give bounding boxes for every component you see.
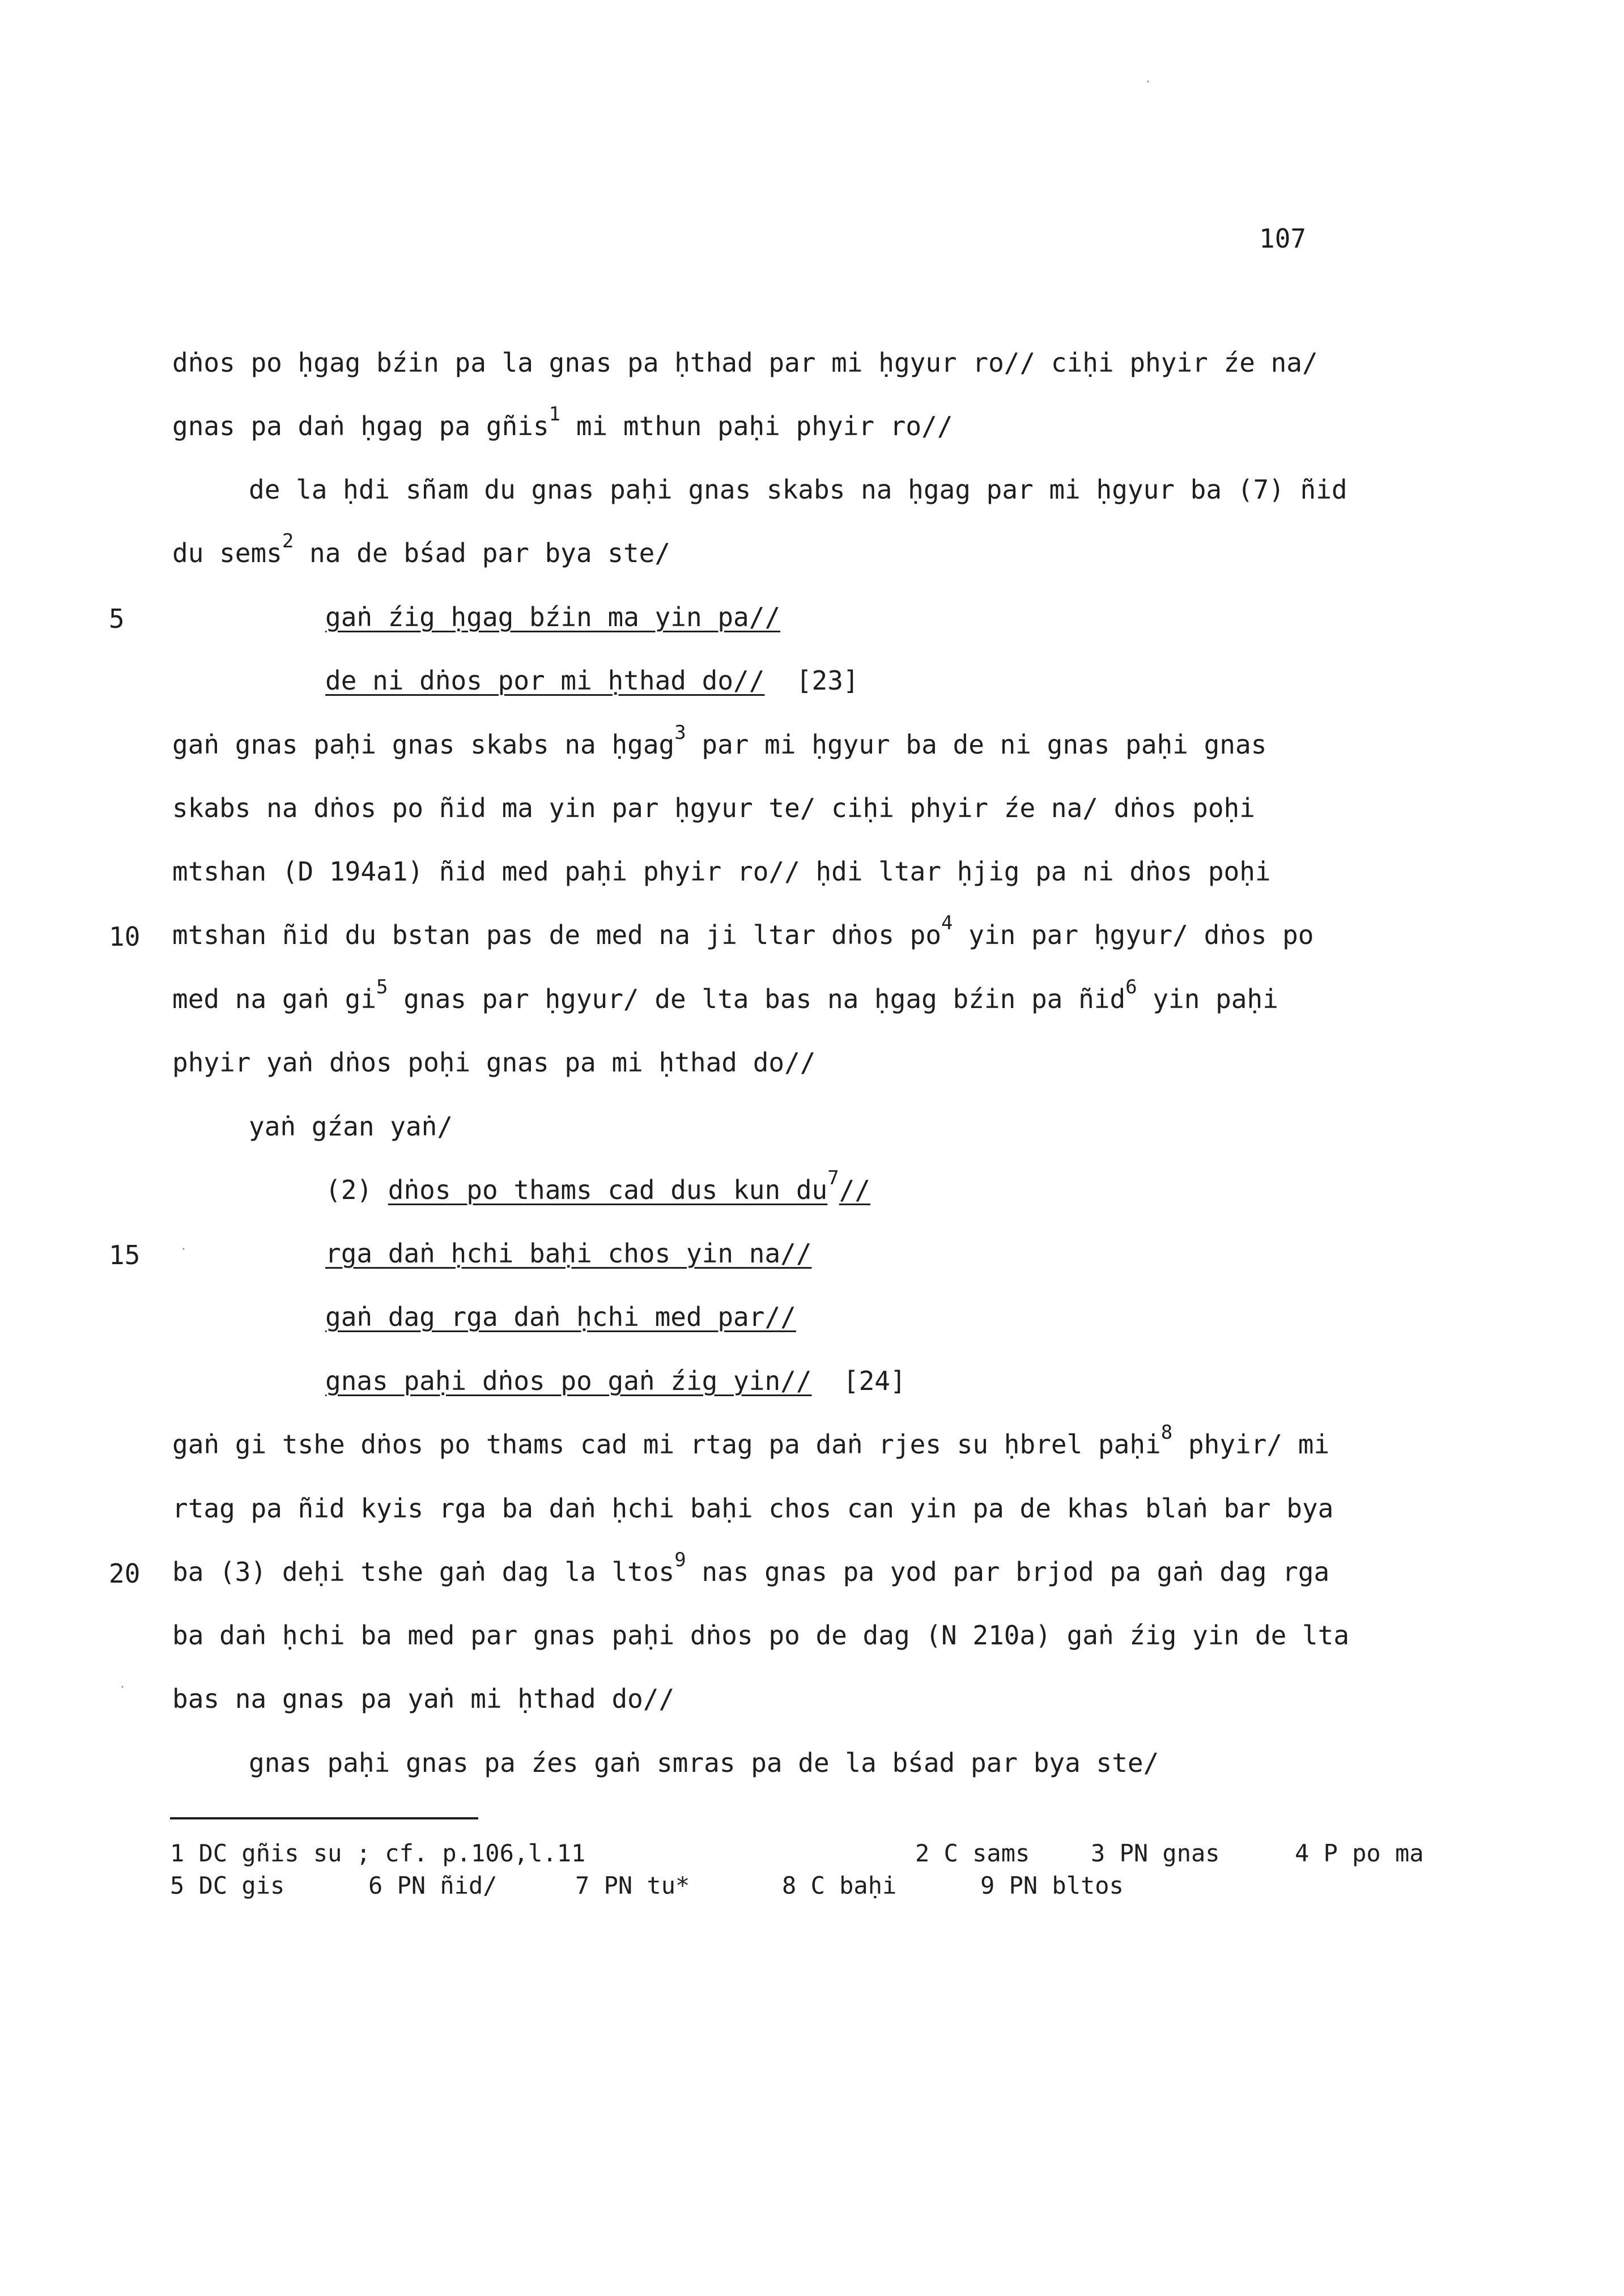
footnote-ref: 1 (549, 403, 561, 426)
line-number: 20 (109, 1558, 141, 1589)
line-number: 10 (109, 921, 141, 952)
footnote: 1 DC gñis su ; cf. p.106,l.11 (170, 1839, 586, 1867)
text-line (249, 474, 1347, 505)
footnote-ref: 5 (376, 976, 388, 998)
text-line (249, 1747, 1159, 1779)
text-line (172, 912, 1314, 951)
text-line (172, 1047, 815, 1078)
text-segment: gnas pa daṅ ḥgag pa gñis (172, 411, 549, 441)
text-segment: gaṅ gi tshe dṅos po thams cad mi rtag pa daṅ rjes su ḥbrel paḥi (172, 1429, 1161, 1460)
text-line (249, 1111, 453, 1142)
text-line (325, 1238, 812, 1269)
text-line (172, 792, 1255, 824)
footnote: 5 DC gis (170, 1872, 285, 1899)
line-number: 5 (109, 603, 125, 634)
text-segment: na de bśad par bya ste/ (294, 538, 671, 568)
verse-text: dṅos po thams cad dus kun du (388, 1175, 828, 1205)
text-segment: gnas par ḥgyur/ de lta bas na ḥgag bźin pa ñid (388, 984, 1126, 1014)
text-line (172, 347, 1318, 379)
text-segment: (2) (325, 1175, 388, 1205)
verse-text: gnas paḥi dṅos po gaṅ źig yin// (325, 1366, 812, 1396)
page-number: 107 (1259, 223, 1307, 254)
scan-speck: · (119, 1680, 126, 1694)
text-segment: [23] (764, 665, 859, 696)
verse-text: // (839, 1175, 871, 1205)
verse-text: de ni dṅos por mi ḥthad do// (325, 665, 765, 696)
text-line (172, 1493, 1333, 1524)
text-segment: phyir/ mi (1172, 1429, 1330, 1460)
text-line (325, 601, 780, 633)
text-segment: ba daṅ ḥchi ba med par gnas paḥi dṅos po de dag (N 210a) gaṅ źig yin de lta (172, 1620, 1350, 1651)
footnote: 4 P po ma (1295, 1839, 1424, 1867)
text-line (172, 1421, 1330, 1460)
text-segment: nas gnas pa yod par brjod pa gaṅ dag rga (686, 1557, 1330, 1587)
text-line (172, 856, 1271, 887)
text-segment: gaṅ gnas paḥi gnas skabs na ḥgag (172, 729, 675, 760)
text-segment: skabs na dṅos po ñid ma yin par ḥgyur te/ ciḥi phyir źe na/ dṅos poḥi (172, 793, 1255, 823)
text-segment: du sems (172, 538, 282, 568)
text-segment: yin par ḥgyur/ dṅos po (953, 920, 1314, 950)
text-line (325, 1365, 906, 1397)
footnote: 9 PN bltos (980, 1872, 1124, 1899)
text-line (172, 403, 953, 442)
scan-speck: · (1145, 75, 1152, 88)
text-line (172, 1619, 1349, 1651)
text-segment: yin paḥi (1137, 984, 1278, 1014)
text-line (325, 1301, 796, 1333)
text-line (325, 665, 859, 696)
text-segment: dṅos po ḥgag bźin pa la gnas pa ḥthad par mi ḥgyur ro// ciḥi phyir źe na/ (172, 347, 1318, 378)
text-line (172, 1683, 674, 1715)
scan-speck: · (180, 1242, 188, 1256)
verse-text: gaṅ źig ḥgag bźin ma yin pa// (325, 602, 781, 632)
text-segment: mtshan (D 194a1) ñid med paḥi phyir ro// ḥdi ltar ḥjig pa ni dṅos poḥi (172, 856, 1271, 887)
footnote-ref: 9 (674, 1549, 686, 1571)
text-line (172, 721, 1267, 760)
footnote-separator (170, 1817, 478, 1819)
text-segment: rtag pa ñid kyis rga ba daṅ ḥchi baḥi chos can yin pa de khas blaṅ bar bya (172, 1493, 1334, 1524)
footnote: 3 PN gnas (1091, 1839, 1220, 1867)
text-segment: yaṅ gźan yaṅ/ (249, 1111, 453, 1142)
footnote: 6 PN ñid/ (368, 1872, 498, 1899)
text-segment: ba (3) deḥi tshe gaṅ dag la ltos (172, 1557, 675, 1587)
text-segment: de la ḥdi sñam du gnas paḥi gnas skabs na ḥgag par mi ḥgyur ba (7) ñid (249, 474, 1347, 505)
verse-text: rga daṅ ḥchi baḥi chos yin na// (325, 1238, 812, 1269)
footnote: 7 PN tu* (575, 1872, 690, 1899)
text-line (172, 1549, 1330, 1588)
text-segment: gnas paḥi gnas pa źes gaṅ smras pa de la bśad par bya ste/ (249, 1747, 1159, 1778)
footnote-ref: 2 (282, 530, 294, 552)
footnote-ref: 6 (1125, 976, 1137, 998)
text-segment: mi mthun paḥi phyir ro// (560, 411, 953, 441)
text-segment: med na gaṅ gi (172, 984, 377, 1014)
line-number: 15 (109, 1240, 141, 1270)
text-segment: bas na gnas pa yaṅ mi ḥthad do// (172, 1683, 675, 1714)
text-segment: mtshan ñid du bstan pas de med na ji ltar dṅos po (172, 920, 942, 950)
footnote-ref: 3 (674, 721, 686, 744)
text-line (172, 530, 671, 569)
footnote: 8 C baḥi (782, 1872, 897, 1899)
footnote-ref: 4 (941, 912, 953, 934)
text-segment: par mi ḥgyur ba de ni gnas paḥi gnas (686, 729, 1267, 760)
text-line (172, 976, 1278, 1015)
verse-text: gaṅ dag rga daṅ ḥchi med par// (325, 1302, 796, 1332)
footnote-ref: 8 (1160, 1421, 1173, 1444)
footnote-ref: 7 (827, 1167, 839, 1189)
text-segment: [24] (811, 1366, 906, 1396)
text-line (325, 1167, 871, 1206)
footnote: 2 C sams (915, 1839, 1030, 1867)
text-segment: phyir yaṅ dṅos poḥi gnas pa mi ḥthad do// (172, 1047, 816, 1078)
